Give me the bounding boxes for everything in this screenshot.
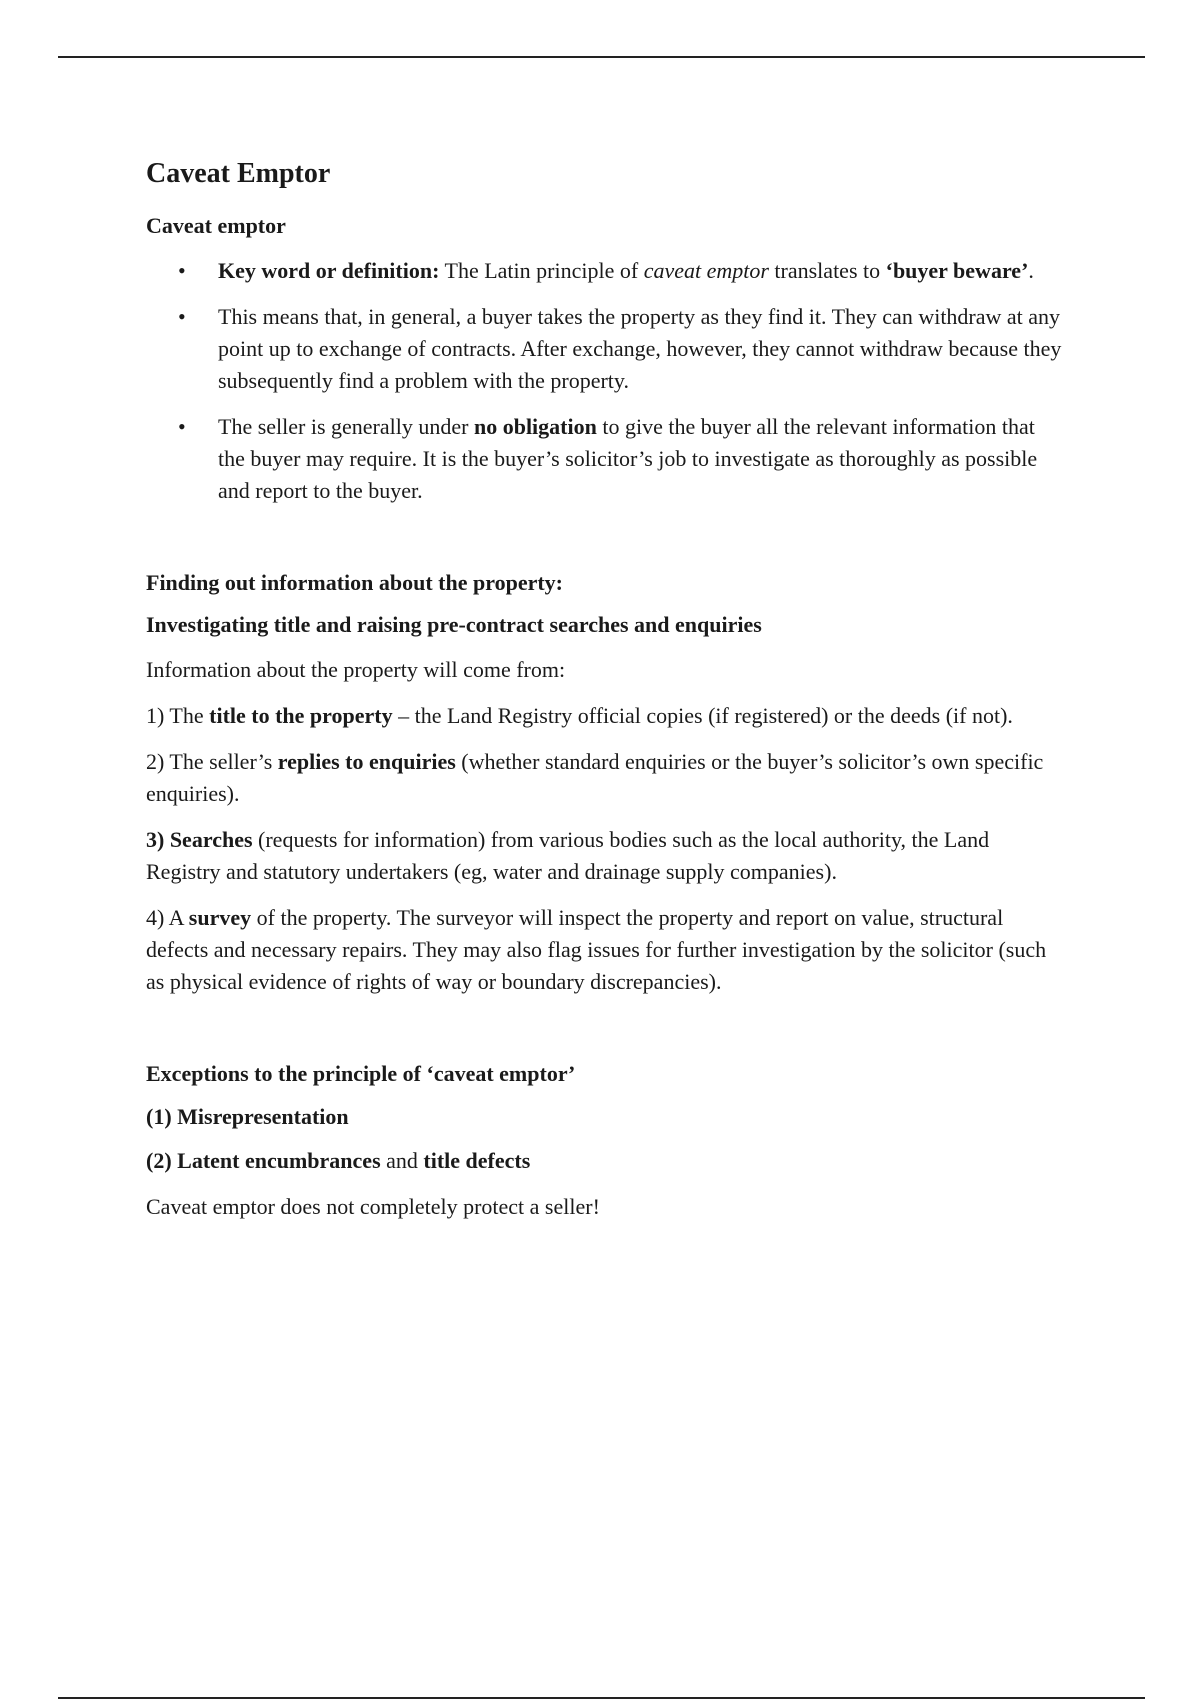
text-span: The seller is generally under <box>218 413 474 439</box>
list-item <box>146 411 1066 507</box>
top-rule <box>58 56 1145 58</box>
numbered-item <box>146 824 1066 888</box>
emphasis-no-obligation: no obligation <box>473 413 597 439</box>
closing-statement: Caveat emptor does not completely protect a seller! <box>146 1194 600 1220</box>
section-heading-exceptions: Exceptions to the principle of ‘caveat emptor’ <box>146 1060 576 1086</box>
translation-term: ‘buyer beware’ <box>885 257 1029 283</box>
bold-term: (2) Latent encumbrances <box>146 1148 381 1174</box>
bullet-icon: • <box>178 303 186 329</box>
text-span: . <box>1028 257 1034 283</box>
bullet-icon: • <box>178 257 186 283</box>
intro-paragraph: Information about the property will come from: <box>146 656 566 682</box>
page-title: Caveat Emptor <box>146 158 331 189</box>
bullet-icon: • <box>178 413 186 439</box>
bold-term: title defects <box>423 1148 531 1174</box>
spacer <box>146 521 1066 569</box>
text-span: translates to <box>768 257 886 283</box>
bold-term: replies to enquiries <box>277 748 456 774</box>
text-span: to give the buyer all the relevant information that the buyer may require. It is the buyer’s solicitor’s job to investigate as thoroughly as possible and report to the buyer. <box>218 413 1038 503</box>
list-item <box>146 255 1066 287</box>
document-body <box>146 158 1066 1237</box>
exception-latent-encumbrances <box>146 1145 1066 1177</box>
bold-term: 3) Searches <box>146 826 253 852</box>
text-span: The Latin principle of <box>439 257 644 283</box>
list-item-text: This means that, in general, a buyer takes the property as they find it. They can withdraw at any point up to exchange of contracts. After exchange, however, they cannot withdraw because they subsequently find a problem with the property. <box>218 303 1062 393</box>
exception-misrepresentation: (1) Misrepresentation <box>146 1103 349 1129</box>
numbered-item <box>146 902 1066 998</box>
bold-term: title to the property <box>209 702 393 728</box>
list-item <box>146 301 1066 397</box>
numbered-item <box>146 746 1066 810</box>
text-span: and <box>380 1148 424 1174</box>
text-span: 4) A <box>146 904 189 930</box>
caveat-emptor-bullet-list <box>146 255 1066 507</box>
text-span: (whether standard enquiries or the buyer’s solicitor’s own specific enquiries). <box>146 748 1044 806</box>
bold-term: survey <box>188 904 252 930</box>
latin-term: caveat emptor <box>643 257 769 283</box>
text-span: – the Land Registry official copies (if registered) or the deeds (if not). <box>392 702 1013 728</box>
numbered-item <box>146 700 1066 732</box>
text-span: 2) The seller’s <box>146 748 278 774</box>
section-heading-finding-information: Finding out information about the property: <box>146 569 564 595</box>
section-heading-caveat-emptor: Caveat emptor <box>146 213 286 239</box>
spacer <box>146 1012 1066 1060</box>
bottom-rule <box>58 1697 1145 1699</box>
text-span: of the property. The surveyor will inspect the property and report on value, structural defects and necessary repairs. They may also flag issues for further investigation by the solicitor (such as physical evidence of rights of way or boundary discrepancies). <box>146 904 1047 994</box>
text-span: (requests for information) from various bodies such as the local authority, the Land Registry and statutory undertakers (eg, water and drainage supply companies). <box>146 826 990 884</box>
text-span: 1) The <box>146 702 210 728</box>
definition-label: Key word or definition: <box>218 257 440 283</box>
section-subheading-investigating-title: Investigating title and raising pre-contract searches and enquiries <box>146 612 762 638</box>
